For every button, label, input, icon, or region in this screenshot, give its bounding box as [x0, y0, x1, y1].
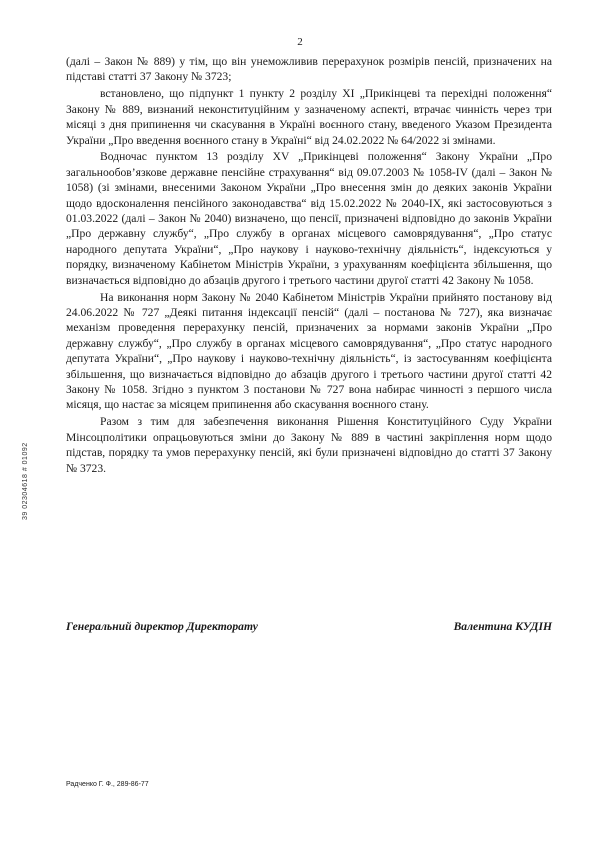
paragraph-2: встановлено, що підпункт 1 пункту 2 розділу XI „Прикінцеві та перехідні положення“ Закону № 889, визнаний неконституційним у зазначеному аспекті, втрачає чинність через три місяці з дня припинення чи скасування в Україні воєнного стану, введеного Указом Президента України „Про введення воєнного стану в Україні“ від 24.02.2022 № 64/2022 зі змінами.	[66, 87, 552, 147]
signatory-name: Валентина КУДІН	[453, 620, 552, 633]
paragraph-5: Разом з тим для забезпечення виконання Рішення Конституційного Суду України Мінсоцполітики опрацьовуються зміни до Закону № 889 в частині закріплення норм щодо підстав, порядку та умов перерахунку пенсій, які були призначені відповідно до статті 37 Закону № 3723.	[66, 415, 552, 475]
paragraph-4: На виконання норм Закону № 2040 Кабінетом Міністрів України прийнято постанову від 24.06.2022 № 727 „Деякі питання індексації пенсій“ (далі – постанова № 727), яка визначає механізм проведення перерахунку пенсій, призначених за нормами законів України „Про державну службу“, „Про службу в органах місцевого самоврядування“, „Про статус народного депутата України“, „Про наукову і науково-технічну діяльність“, із застосуванням коефіцієнта збільшення, що визначається відповідно до абзаців другого і третього частини другої статті 42 Закону № 1058. Згідно з пунктом 3 постанови № 727 вона набирає чинності з першого числа місяця, що настає за місяцем припинення або скасування воєнного стану.	[66, 290, 552, 412]
paragraph-1: (далі – Закон № 889) у тім, що він унеможливив перерахунок розмірів пенсій, призначених на підставі статті 37 Закону № 3723;	[66, 55, 552, 84]
signatory-title: Генеральний директор Директорату	[66, 620, 258, 633]
letter-body	[66, 54, 552, 477]
executor-note: Радченко Г. Ф., 289-86-77	[66, 781, 149, 788]
page-number: 2	[297, 36, 303, 48]
document-side-code: 39 02304618 # 01092	[22, 442, 29, 520]
paragraph-3: Водночас пунктом 13 розділу XV „Прикінцеві положення“ Закону України „Про загальнообов’язкове державне пенсійне страхування“ від 09.07.2003 № 1058-IV (далі – Закон № 1058) (зі змінами, внесеними Законом України „Про внесення змін до деяких законів України щодо вдосконалення пенсійного законодавства“ від 15.02.2022 № 2040-IX, які застосовуються з 01.03.2022 (далі – Закон № 2040) визначено, що пенсії, призначені відповідно до законів України „Про державну службу“, „Про службу в органах місцевого самоврядування“, „Про статус народного депутата України“, „Про наукову і науково-технічну діяльність“, індексуються у порядку, визначеному Кабінетом Міністрів України, з урахуванням коефіцієнта збільшення, що визначається відповідно до абзаців другого і третього частини другої статті 42 Закону № 1058.	[66, 150, 552, 287]
